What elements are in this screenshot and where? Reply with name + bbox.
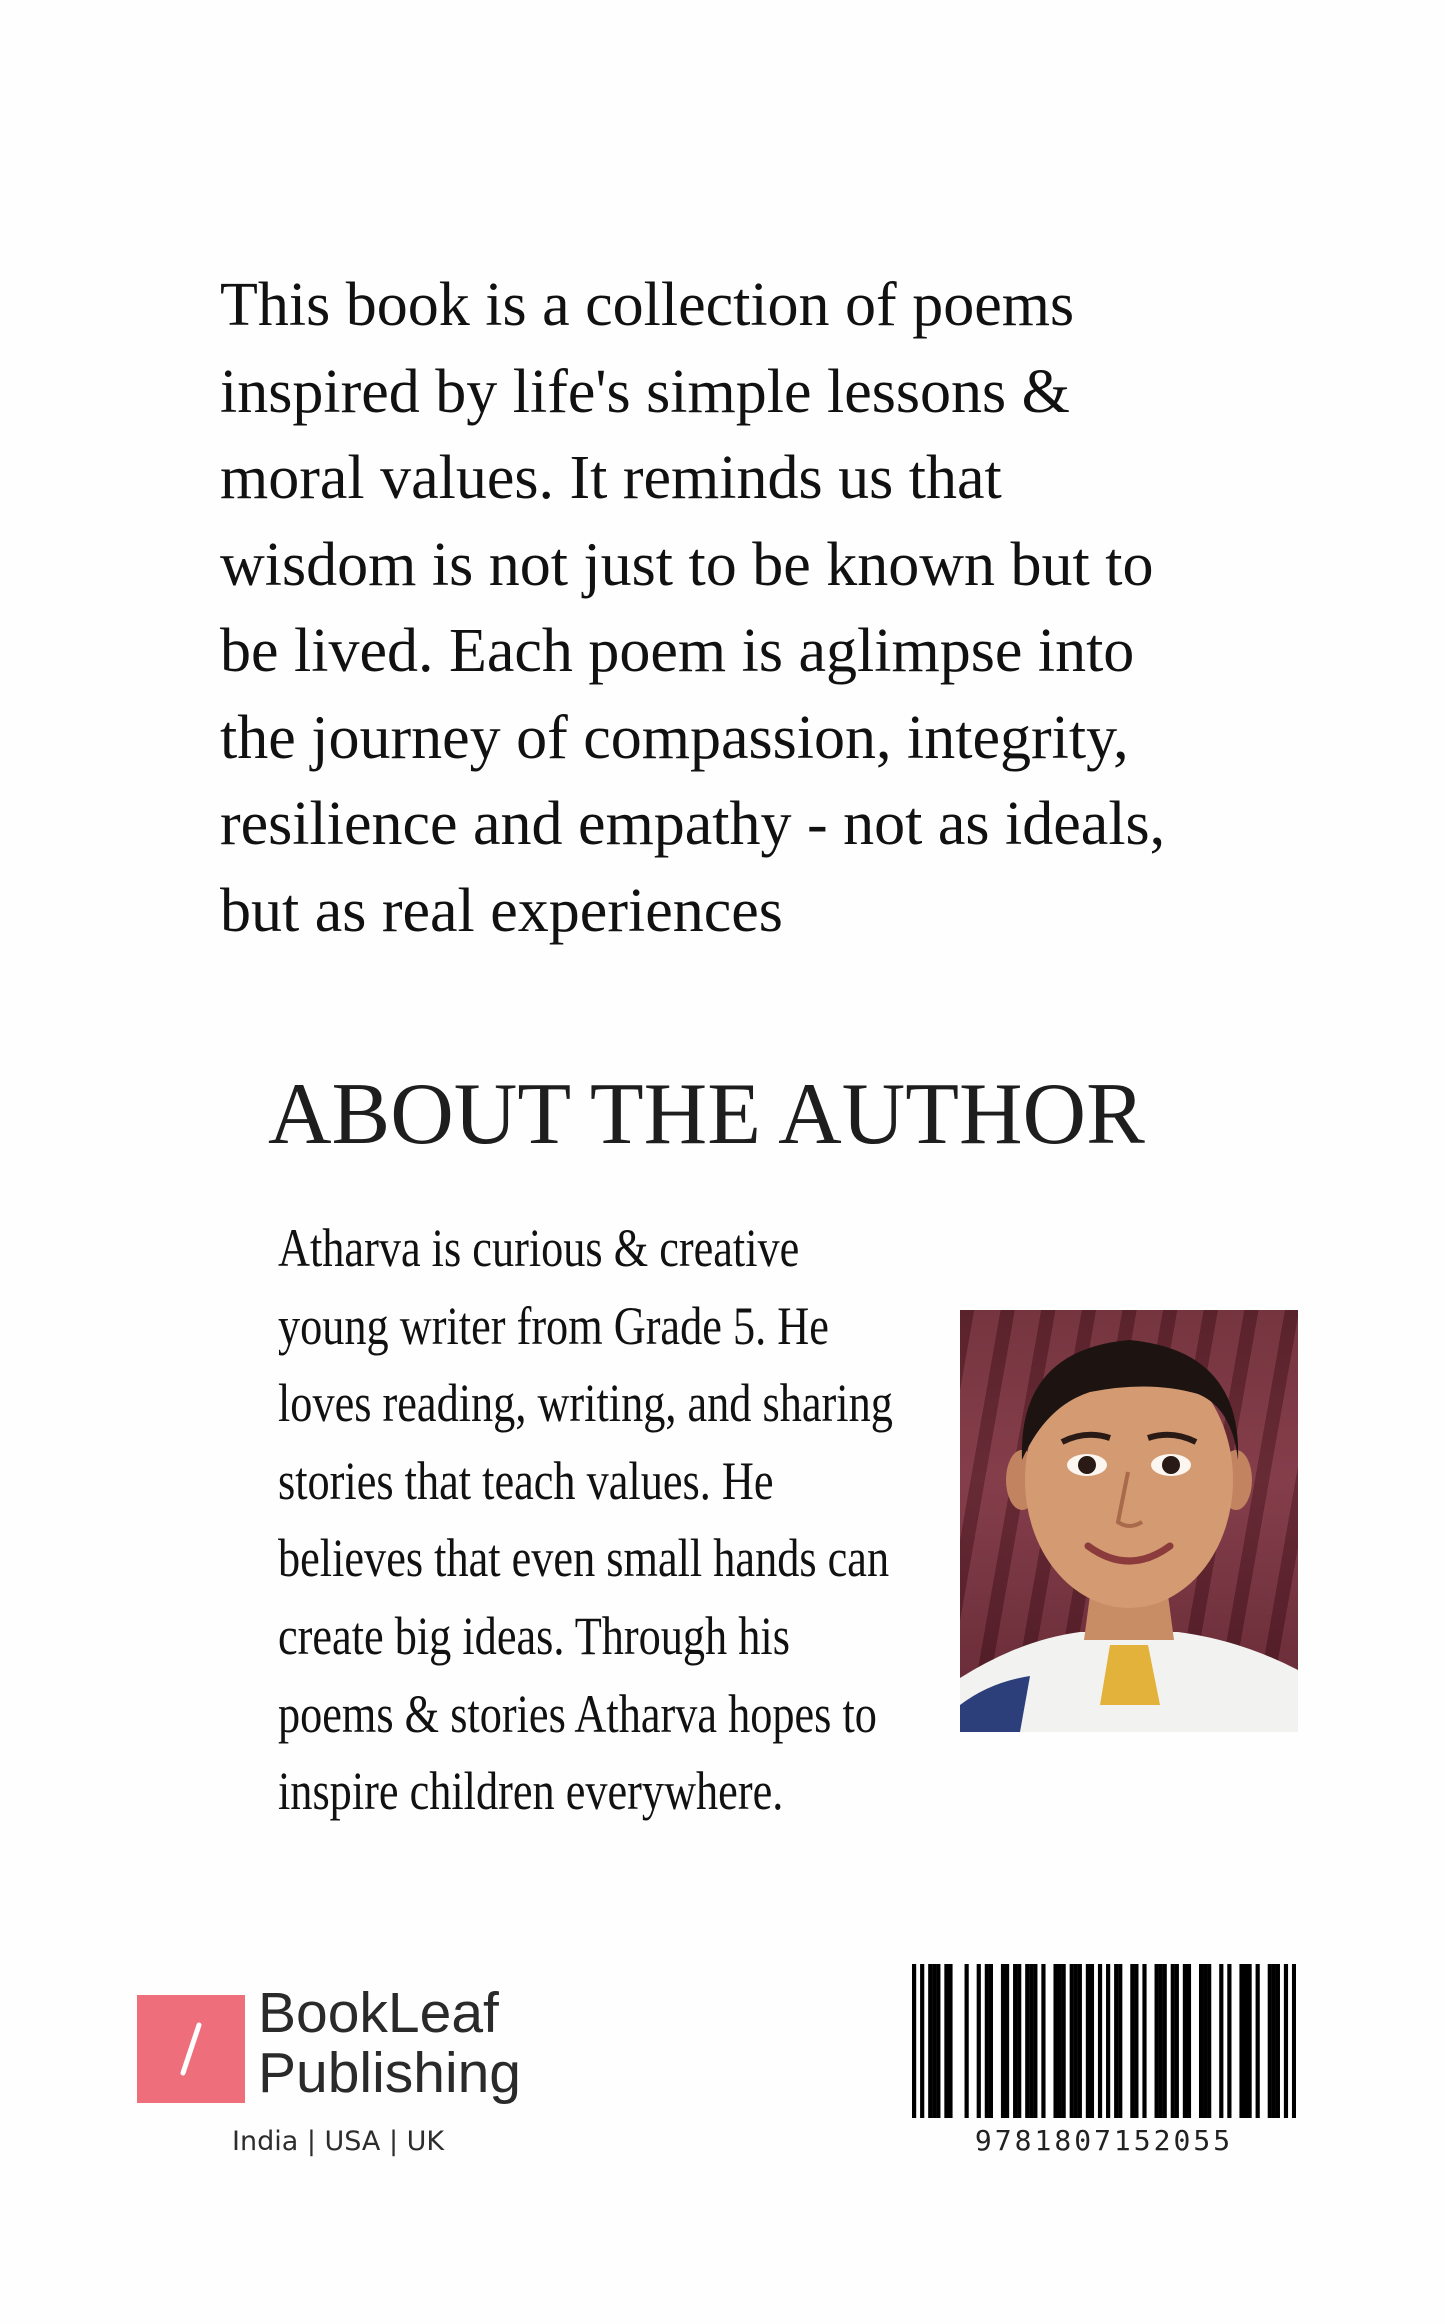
barcode-bar: [1041, 1964, 1045, 2118]
barcode-bar: [965, 1964, 969, 2118]
barcode-bar: [1118, 1964, 1122, 2118]
author-portrait-icon: [960, 1310, 1298, 1732]
barcode-bar: [1256, 1964, 1260, 2118]
barcode-bar: [1268, 1964, 1272, 2118]
blurb-line: be lived. Each poem is aglimpse into: [220, 617, 1135, 685]
barcode-bar: [1183, 1964, 1187, 2118]
blurb-line: wisdom is not just to be known but to: [220, 530, 1154, 599]
barcode-bar: [1114, 1964, 1118, 2118]
barcode-bar: [1013, 1964, 1017, 2118]
barcode-bar: [920, 1964, 924, 2118]
barcode-bar: [1086, 1964, 1090, 2118]
bio-line: believes that even small hands can: [278, 1528, 890, 1589]
publisher-regions: India | USA | UK: [232, 2126, 445, 2157]
barcode-bar: [1106, 1964, 1110, 2118]
barcode-bar: [944, 1964, 948, 2118]
barcode-bar: [1142, 1964, 1146, 2118]
barcode-bar: [1247, 1964, 1251, 2118]
barcode-bar: [1017, 1964, 1021, 2118]
barcode-bar: [1187, 1964, 1191, 2118]
barcode-bar: [1171, 1964, 1175, 2118]
bio-line: inspire children everywhere.: [278, 1761, 784, 1822]
barcode-bar: [1199, 1964, 1203, 2118]
barcode-bar: [1159, 1964, 1163, 2118]
barcode-bar: [1203, 1964, 1207, 2118]
barcode-bar: [1074, 1964, 1078, 2118]
barcode-bar: [1029, 1964, 1033, 2118]
isbn-barcode: [912, 1964, 1296, 2118]
barcode-bar: [1053, 1964, 1057, 2118]
bio-line: create big ideas. Through his: [278, 1605, 790, 1666]
barcode-bar: [948, 1964, 952, 2118]
barcode-bar: [985, 1964, 989, 2118]
barcode-bar: [989, 1964, 993, 2118]
barcode-bar: [1070, 1964, 1074, 2118]
bio-line: young writer from Grade 5. He: [278, 1295, 829, 1356]
barcode-bar: [936, 1964, 940, 2118]
bio-line: loves reading, writing, and sharing: [278, 1373, 893, 1434]
isbn-number: 9781807152055: [974, 2124, 1234, 2157]
publisher-name-line1: BookLeaf: [258, 1981, 499, 2045]
barcode-bar: [1155, 1964, 1159, 2118]
barcode-bar: [1207, 1964, 1211, 2118]
blurb-line: moral values. It reminds us that: [220, 444, 1002, 512]
barcode-bar: [928, 1964, 932, 2118]
barcode-bar: [1272, 1964, 1276, 2118]
bio-line: Atharva is curious & creative: [278, 1218, 800, 1278]
barcode-bar: [1005, 1964, 1009, 2118]
about-author-heading: ABOUT THE AUTHOR: [268, 1066, 1145, 1163]
publisher-name-line2: Publishing: [258, 2041, 522, 2105]
barcode-bar: [977, 1964, 981, 2118]
barcode-bar: [1134, 1964, 1138, 2118]
bio-line: stories that teach values. He: [278, 1450, 774, 1511]
blurb-line: resilience and empathy - not as ideals,: [220, 790, 1166, 858]
blurb-line: but as real experiences: [220, 876, 783, 945]
bio-line: poems & stories Atharva hopes to: [278, 1683, 877, 1744]
barcode-bar: [1175, 1964, 1179, 2118]
barcode-bar: [912, 1964, 916, 2118]
barcode-bar: [1001, 1964, 1005, 2118]
author-photo: [960, 1310, 1298, 1732]
barcode-bar: [1227, 1964, 1231, 2118]
barcode-bar: [1033, 1964, 1037, 2118]
barcode-bar: [932, 1964, 936, 2118]
barcode-bar: [1284, 1964, 1288, 2118]
publisher-name: [258, 1983, 521, 2103]
barcode-bar: [1058, 1964, 1062, 2118]
blurb-line: inspired by life's simple lessons &: [220, 357, 1070, 426]
barcode-bar: [1239, 1964, 1243, 2118]
barcode-bar: [1276, 1964, 1280, 2118]
barcode-bar: [1163, 1964, 1167, 2118]
barcode-bar: [1078, 1964, 1082, 2118]
slash-logo-icon: [137, 1995, 245, 2103]
barcode-bar: [1243, 1964, 1247, 2118]
barcode-bar: [1098, 1964, 1102, 2118]
book-blurb: [220, 262, 1280, 954]
barcode-bar: [1292, 1964, 1296, 2118]
barcode-bar: [1062, 1964, 1066, 2118]
barcode-bar: [1130, 1964, 1134, 2118]
barcode-bar: [1025, 1964, 1029, 2118]
publisher-logo: [137, 1995, 245, 2103]
barcode-bar: [1090, 1964, 1094, 2118]
blurb-line: the journey of compassion, integrity,: [220, 703, 1129, 772]
barcode-bar: [1219, 1964, 1223, 2118]
blurb-line: This book is a collection of poems: [220, 271, 1075, 339]
author-bio: [278, 1210, 893, 1831]
